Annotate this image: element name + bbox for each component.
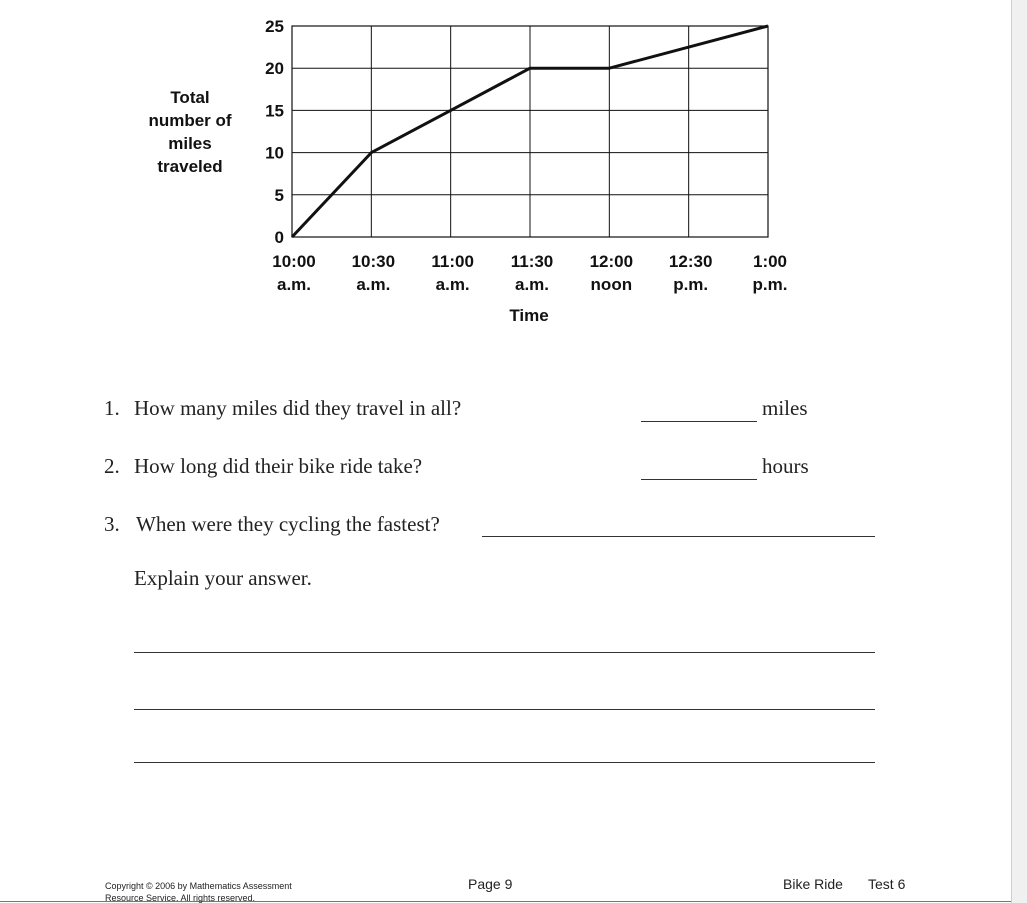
explain-answer-line-1[interactable] bbox=[134, 652, 875, 653]
x-tick-label: 11:00 a.m. bbox=[431, 252, 474, 294]
y-tick-labels bbox=[265, 17, 284, 247]
question-2-unit: hours bbox=[762, 454, 809, 478]
question-1-answer-line[interactable] bbox=[641, 421, 757, 422]
footer-title: Bike Ride bbox=[783, 876, 843, 892]
page-number: Page 9 bbox=[468, 876, 513, 892]
question-1-unit: miles bbox=[762, 396, 808, 420]
question-2-text: How long did their bike ride take? bbox=[134, 454, 423, 478]
x-tick-label: 1:00 p.m. bbox=[752, 252, 788, 294]
y-tick-label: 0 bbox=[274, 228, 284, 247]
explain-answer-line-2[interactable] bbox=[134, 709, 875, 710]
question-1-text: How many miles did they travel in all? bbox=[134, 396, 462, 420]
y-tick-label: 15 bbox=[265, 101, 284, 121]
x-tick-label: 10:30 a.m. bbox=[351, 252, 396, 294]
x-tick-labels bbox=[272, 252, 787, 294]
page-edge bbox=[1011, 0, 1027, 903]
explain-answer-line-3[interactable] bbox=[134, 762, 875, 763]
y-tick-label: 25 bbox=[265, 17, 284, 36]
y-axis-label-line: traveled bbox=[157, 157, 223, 176]
chart-grid bbox=[292, 26, 768, 237]
y-axis-label-line: number of bbox=[148, 111, 232, 130]
explain-prompt: Explain your answer. bbox=[134, 566, 312, 590]
footer-test: Test 6 bbox=[868, 876, 906, 892]
x-tick-label: 12:30 p.m. bbox=[668, 252, 713, 294]
question-3-text: When were they cycling the fastest? bbox=[136, 512, 440, 536]
y-tick-label: 20 bbox=[265, 59, 284, 79]
question-2-answer-line[interactable] bbox=[641, 479, 757, 480]
x-axis-label: Time bbox=[509, 306, 549, 325]
question-3-number: 3. bbox=[104, 512, 120, 536]
x-tick-label: 10:00 a.m. bbox=[272, 252, 316, 294]
x-tick-label: 12:00 noon bbox=[589, 252, 634, 294]
miles-traveled-chart bbox=[0, 0, 1011, 340]
copyright-line-2: Resource Service. All rights reserved. bbox=[105, 893, 256, 903]
question-3-answer-line[interactable] bbox=[482, 536, 875, 537]
y-axis-label-line: Total bbox=[170, 88, 210, 107]
question-1-number: 1. bbox=[104, 396, 120, 420]
y-tick-label: 10 bbox=[265, 143, 284, 163]
question-2-number: 2. bbox=[104, 454, 120, 478]
copyright-line-1: Copyright © 2006 by Mathematics Assessment bbox=[105, 881, 292, 891]
y-axis-label-line: miles bbox=[168, 134, 212, 153]
y-axis-label bbox=[148, 88, 231, 176]
x-tick-label: 11:30 a.m. bbox=[510, 252, 554, 294]
y-tick-label: 5 bbox=[274, 185, 284, 205]
